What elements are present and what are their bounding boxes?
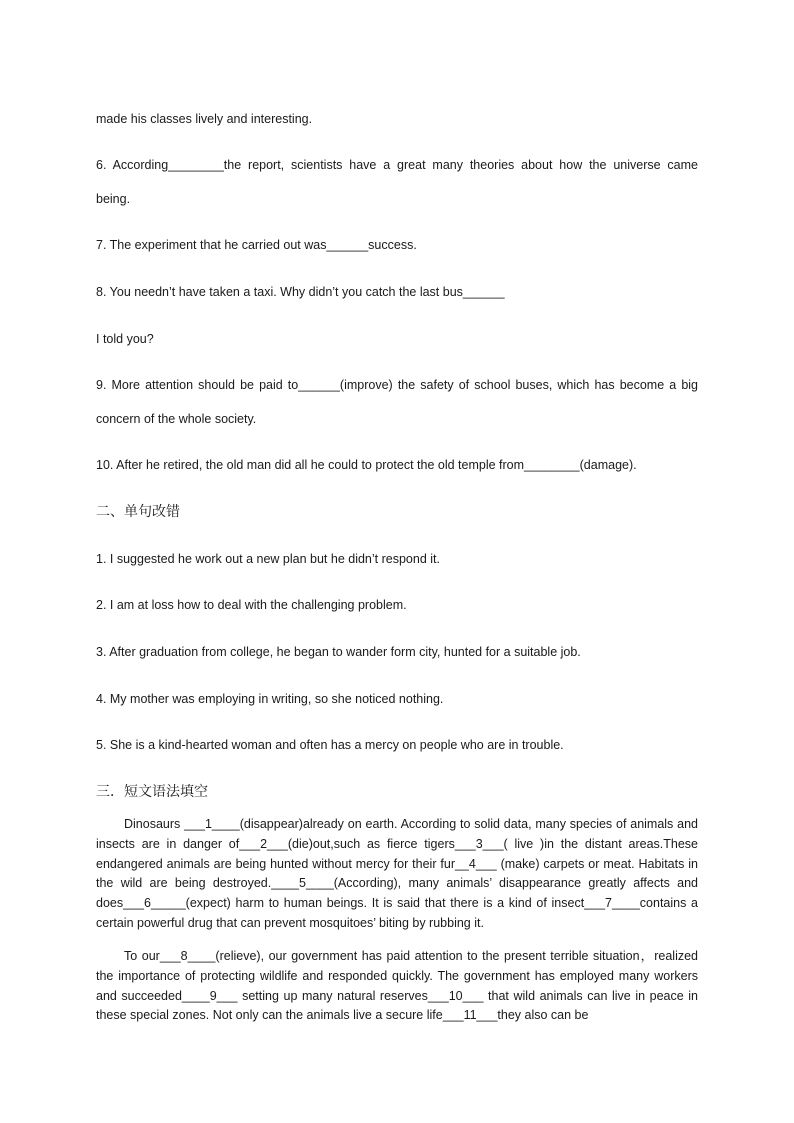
correction-item-1: 1. I suggested he work out a new plan but he didn’t respond it. xyxy=(96,552,440,566)
item-10: 10. After he retired, the old man did all he could to protect the old temple from________(damage). xyxy=(96,458,637,472)
item-7: 7. The experiment that he carried out was______success. xyxy=(96,238,417,252)
correction-item-2: 2. I am at loss how to deal with the challenging problem. xyxy=(96,598,407,612)
item-8-line-2: I told you? xyxy=(96,332,154,346)
correction-item-4: 4. My mother was employing in writing, so she noticed nothing. xyxy=(96,692,444,706)
section-3-heading: 三．短文语法填空 xyxy=(96,783,208,799)
item-9-line-1: 9. More attention should be paid to______(improve) the safety of school buses, which has become a big xyxy=(96,378,698,392)
item-5-continuation: made his classes lively and interesting. xyxy=(96,112,313,126)
correction-item-3: 3. After graduation from college, he began to wander form city, hunted for a suitable job. xyxy=(96,645,581,659)
item-6-line-2: being. xyxy=(96,192,131,206)
section-2-heading: 二、单句改错 xyxy=(96,503,180,519)
cloze-paragraph-2-text: To our___8____(relieve), our government has paid attention to the present terrible situation，realized the importance of protecting wildlife and responded quickly. The government has employed many workers and succeeded____9___ setting up many natural reserves___10___ that wild animals can live in peace in these special zones. Not only can the animals live a secure life___11___they also can be xyxy=(96,949,698,1023)
cloze-paragraph-1-text: Dinosaurs ___1____(disappear)already on earth. According to solid data, many species of animals and insects are in danger of___2___(die)out,such as fierce tigers___3___( live )in the distant areas.These endangered animals are being hunted without mercy for their fur__4___ (make) carpets or meat. Habitats in the wild are being destroyed.____5____(According), many animals’ disappearance greatly affects and does___6_____(expect) harm to human beings. It is said that there is a kind of insect___7____contains a certain powerful drug that can prevent mosquitoes’ biting by rubbing it. xyxy=(96,817,698,930)
item-8-line-1: 8. You needn’t have taken a taxi. Why didn’t you catch the last bus______ xyxy=(96,285,505,299)
cloze-paragraph-2 xyxy=(96,947,698,1026)
cloze-paragraph-1 xyxy=(96,815,698,934)
item-6-line-1: 6. According________the report, scientists have a great many theories about how the universe came xyxy=(96,158,698,172)
item-9-line-2: concern of the whole society. xyxy=(96,412,257,426)
correction-item-5: 5. She is a kind-hearted woman and often has a mercy on people who are in trouble. xyxy=(96,738,564,752)
